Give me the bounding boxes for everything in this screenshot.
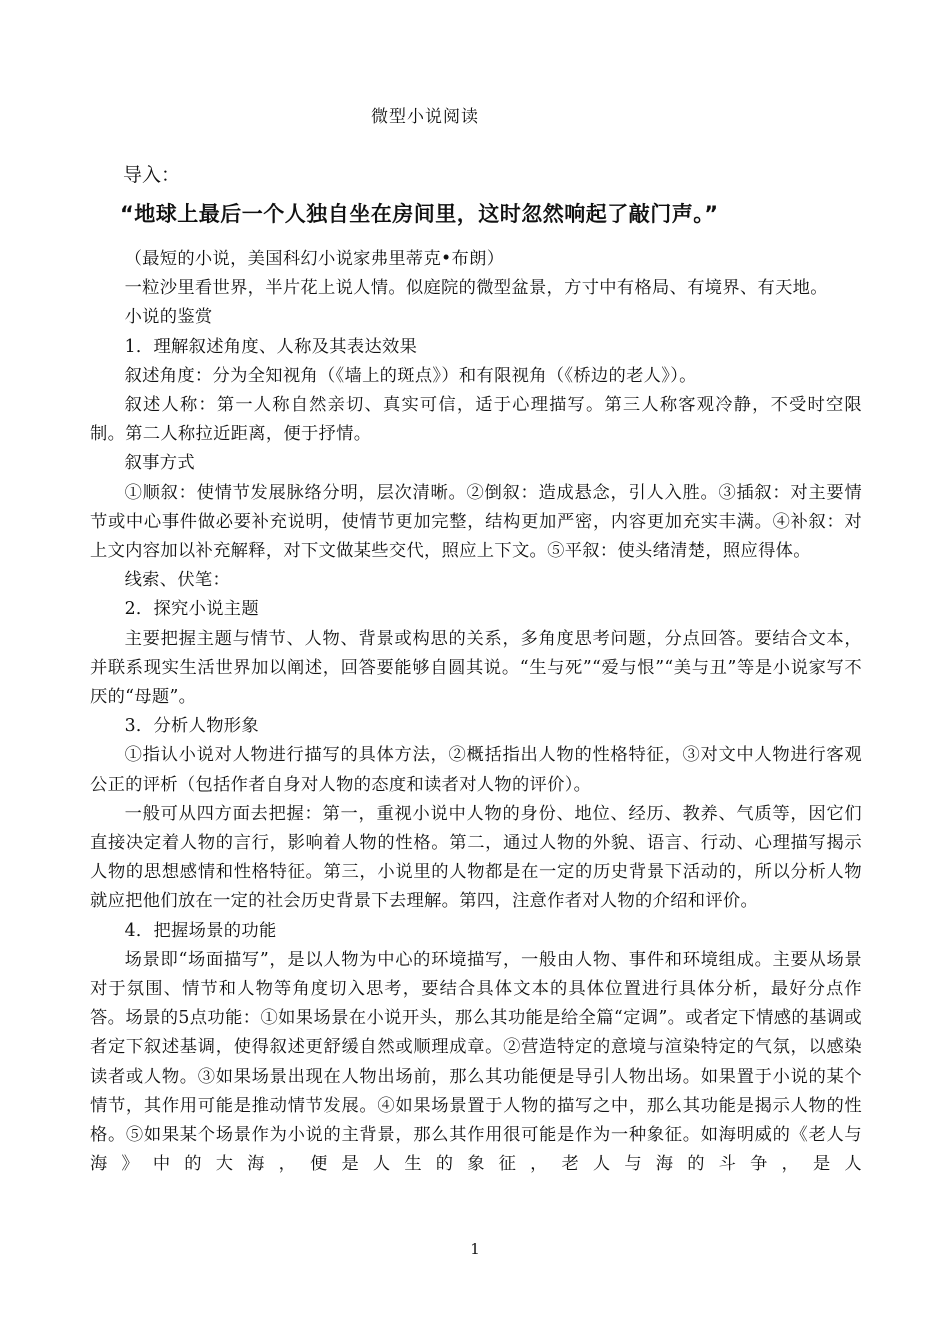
subheading-scene: 4．把握场景的功能 [124,920,277,941]
page-number: 1 [470,1240,480,1258]
subheading-narrative-angle: 1．理解叙述角度、人称及其表达效果 [124,336,418,357]
paragraph-character-aspects: 一般可从四方面去把握：第一，重视小说中人物的身份、地位、经历、教养、气质等，因它们直接决定着人物的言行，影响着人物的性格。第二，通过人物的外貌、语言、行动、心理描写揭示人物的思想感情和性格特征。第三，小说里的人物都是在一定的历史背景下活动的，所以分析人物就应把他们放在一定的社会历史背景下去理解。第四，注意作者对人物的介绍和评价。 [90,803,862,912]
intro-quote: “地球上最后一个人独自坐在房间里，这时忽然响起了敲门声。” [120,202,719,226]
subheading-narrative-mode: 叙事方式 [124,453,195,474]
intro-label: 导入： [123,164,181,186]
subheading-character: 3．分析人物形象 [124,716,259,737]
body-text [90,245,862,1180]
page-title: 微型小说阅读 [371,107,479,127]
paragraph-theme: 主要把握主题与情节、人物、背景或构思的关系，多角度思考问题，分点回答。要结合文本，并联系现实生活世界加以阐述，回答要能够自圆其说。“生与死”“爱与恨”“美与丑”等是小说家写不厌的“母题”。 [90,628,862,708]
paragraph-narrative-angle: 叙述角度：分为全知视角（《墙上的斑点》）和有限视角（《桥边的老人》）。 [124,365,697,386]
section-heading: 小说的鉴赏 [124,307,213,328]
paragraph-clues: 线索、伏笔： [124,570,231,591]
paragraph-narrative-person: 叙述人称：第一人称自然亲切、真实可信，适于心理描写。第三人称客观冷静，不受时空限制。第二人称拉近距离，便于抒情。 [90,395,862,445]
paragraph-character-methods: ①指认小说对人物进行描写的具体方法，②概括指出人物的性格特征，③对文中人物进行客观公正的评析（包括作者自身对人物的态度和读者对人物的评价）。 [90,745,862,795]
paragraph-source-note: （最短的小说，美国科幻小说家弗里蒂克•布朗） [124,249,505,269]
subheading-theme: 2．探究小说主题 [124,599,259,620]
paragraph-narrative-mode: ①顺叙：使情节发展脉络分明，层次清晰。②倒叙：造成悬念，引人入胜。③插叙：对主要情节或中心事件做必要补充说明，使情节更加完整，结构更加严密，内容更加充实丰满。④补叙：对上文内容加以补充解释，对下文做某些交代，照应上下文。⑤平叙：使头绪清楚，照应得体。 [90,482,862,562]
paragraph-scene: 场景即“场面描写”，是以人物为中心的环境描写，一般由人物、事件和环境组成。主要从场景对于氛围、情节和人物等角度切入思考，要结合具体文本的具体位置进行具体分析，最好分点作答。场景的5点功能：①如果场景在小说开头，那么其功能是给全篇“定调”。或者定下情感的基调或者定下叙述基调，使得叙述更舒缓自然或顺理成章。②营造特定的意境与渲染特定的气氛，以感染读者或人物。③如果场景出现在人物出场前，那么其功能便是导引人物出场。如果置于小说的某个情节，其作用可能是推动情节发展。④如果场景置于人物的描写之中，那么其功能是揭示人物的性格。⑤如果某个场景作为小说的主背景，那么其作用很可能是作为一种象征。如海明威的《老人与海》中的大海，便是人生的象征，老人与海的斗争，是人 [90,949,862,1175]
paragraph-metaphor: 一粒沙里看世界，半片花上说人情。似庭院的微型盆景，方寸中有格局、有境界、有天地。 [124,278,828,299]
